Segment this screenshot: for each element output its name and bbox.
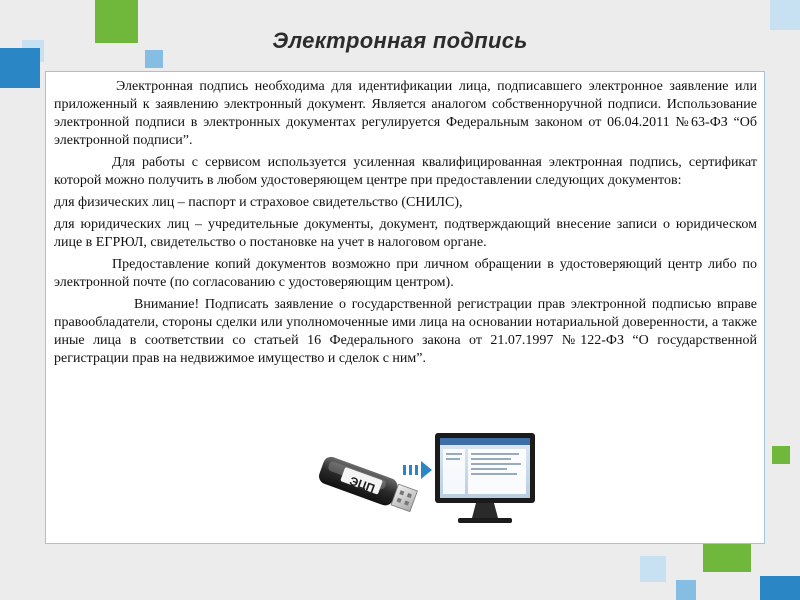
- computer-monitor-icon: [435, 433, 535, 523]
- paragraph-copies: Предоставление копий документов возможно при личном обращении в удостоверяющий центр либо по электронной почте (по согласованию с удостоверяющим центром).: [54, 257, 757, 290]
- decor-square: [772, 446, 790, 464]
- arrow-right-icon: [403, 461, 432, 479]
- decor-square: [640, 556, 666, 582]
- paragraph-attention: Внимание! Подписать заявление о государственной регистрации прав электронной подписью вправе правообладатели, стороны сделки или уполномоченные ими лица на основании нотариальной доверенности, а также иные лица в соответствии со статьей 16 Федерального закона от 21.07.1997 №122-ФЗ “О государственной регистрации прав на недвижимое имущество и сделок с ним”.: [54, 297, 757, 366]
- paragraph-legal-entities: для юридических лиц – учредительные документы, документ, подтверждающий внесение записи о юридическом лице в ЕГРЮЛ, свидетельство о постановке на учет в налоговом органе.: [54, 217, 757, 250]
- decor-square: [0, 48, 40, 88]
- decor-square: [770, 0, 800, 30]
- decor-square: [676, 580, 696, 600]
- token-label: ЭЦП: [347, 473, 377, 496]
- paragraph-certificate: Для работы с сервисом используется усиленная квалифицированная электронная подпись, сертификат которой можно получить в любом удостоверяющем центре при предоставлении следующих документов:: [54, 155, 757, 188]
- slide-title: Электронная подпись: [272, 28, 528, 53]
- usb-to-computer-illustration: [310, 430, 540, 530]
- body-text: [54, 78, 757, 372]
- decor-square: [760, 576, 800, 600]
- paragraph-definition: Электронная подпись необходима для идентификации лица, подписавшего электронное заявление или приложенный к заявлению электронный документ. Является аналогом собственноручной подписи. Использование электронной подписи в электронных документах регулируется Федеральным законом от 06.04.2011 №63-ФЗ “Об электронной подписи”.: [54, 79, 757, 148]
- paragraph-individuals: для физических лиц – паспорт и страховое свидетельство (СНИЛС),: [54, 195, 463, 210]
